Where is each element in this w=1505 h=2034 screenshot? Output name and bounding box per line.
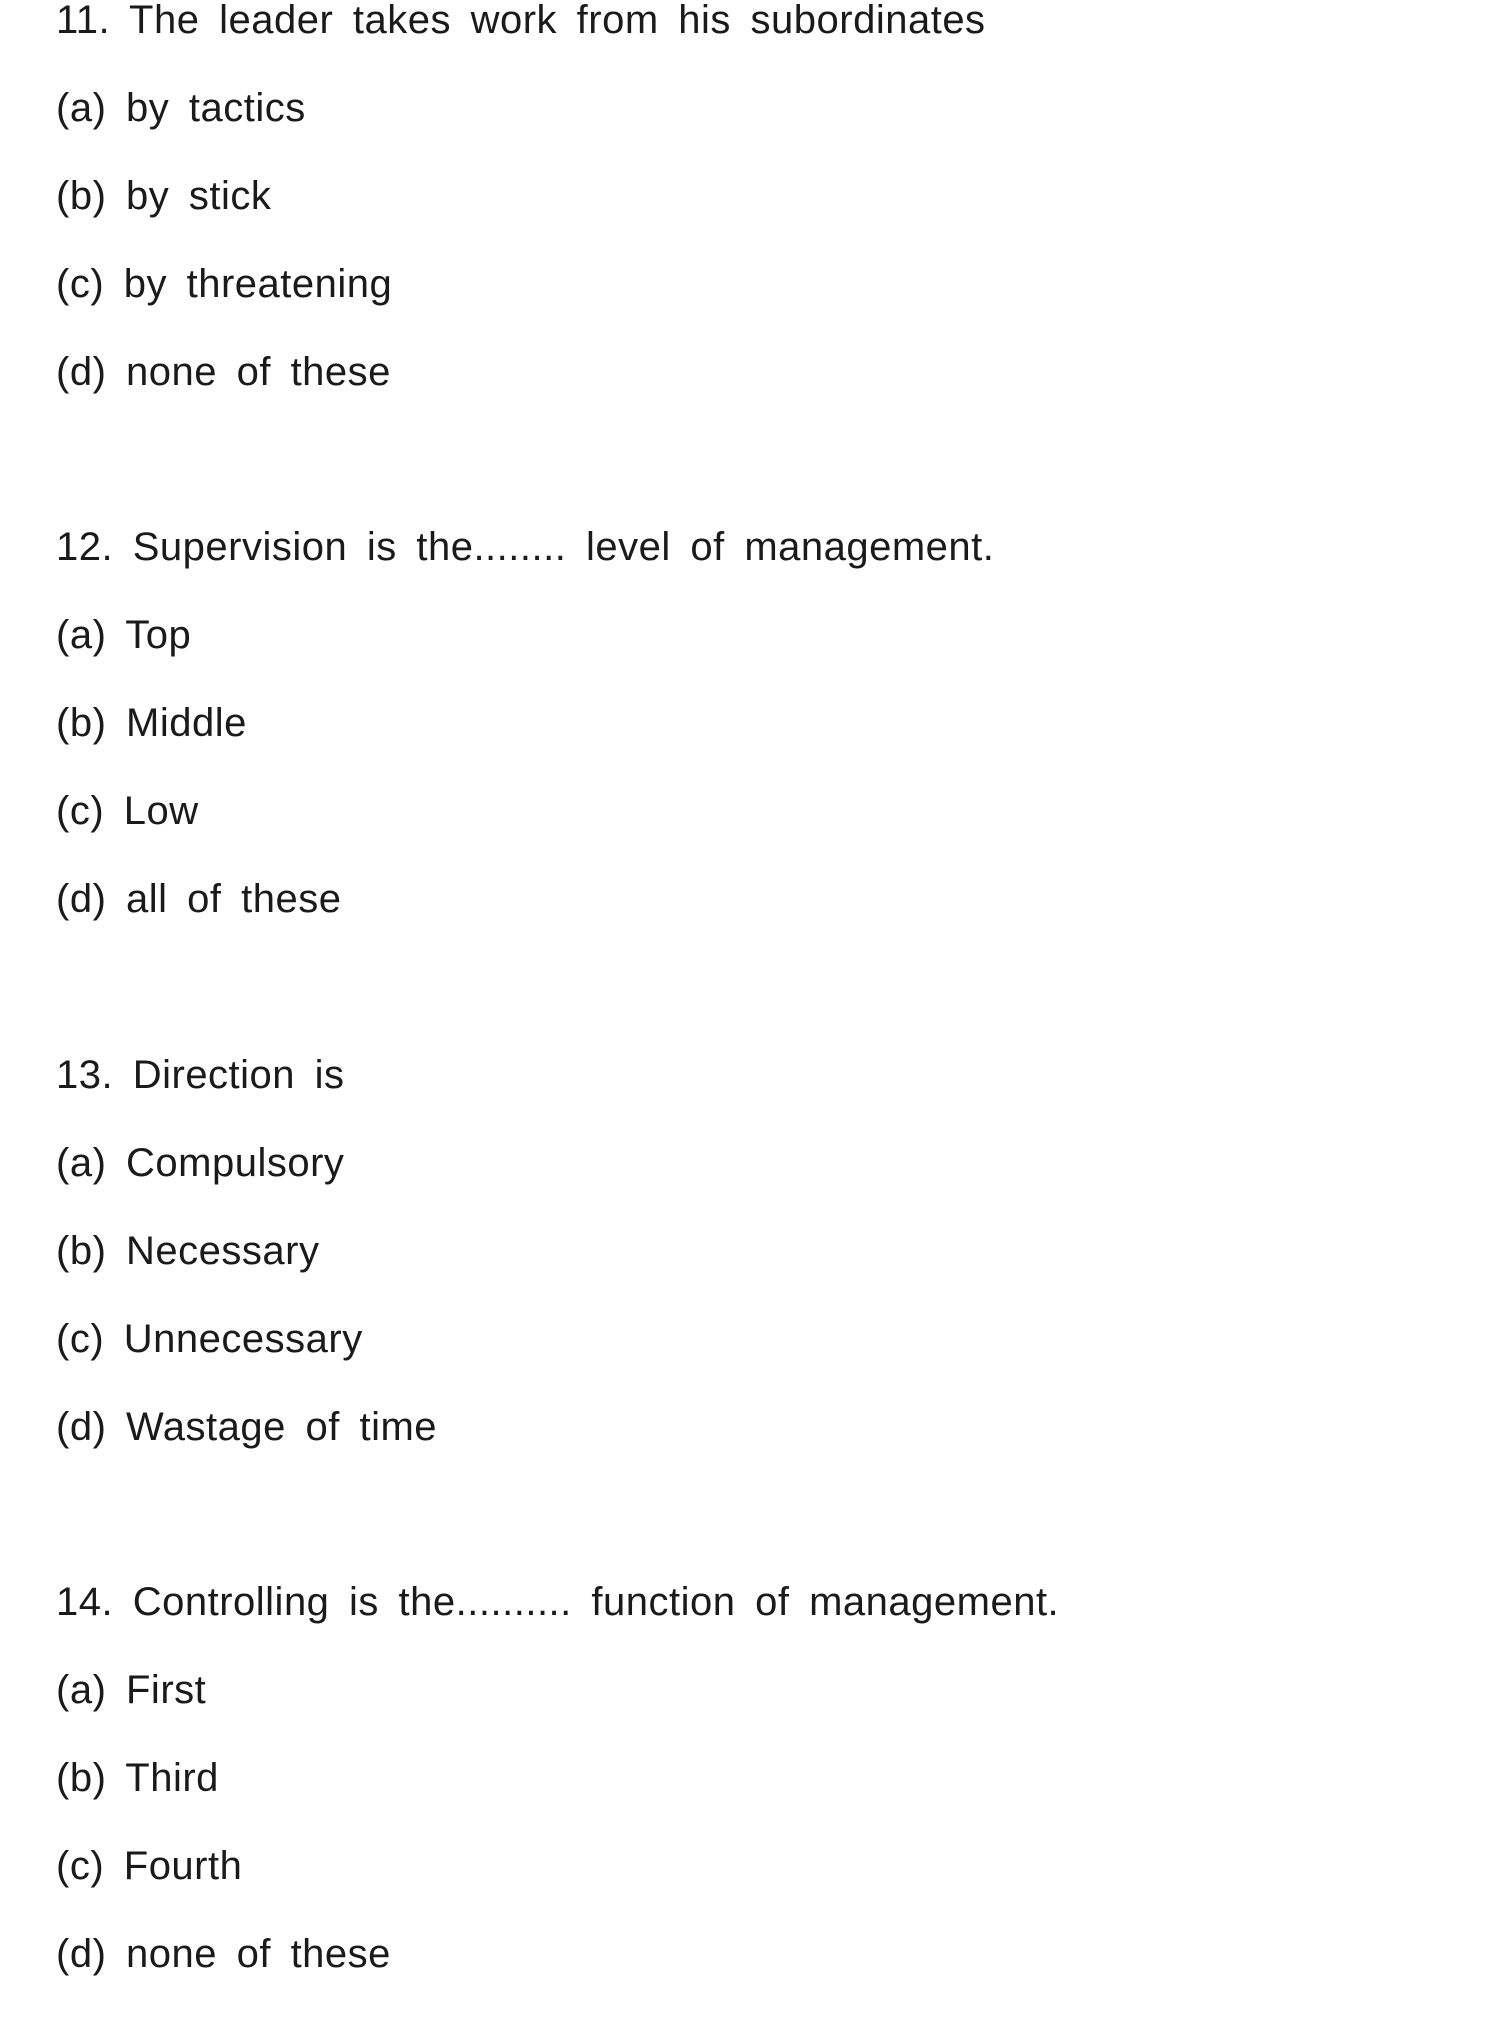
option-a: (a) First	[56, 1668, 207, 1712]
question-14	[56, 1558, 1456, 1998]
option-d: (d) none of these	[56, 350, 391, 394]
option-b: (b) Middle	[56, 701, 247, 745]
option-c: (c) Fourth	[56, 1844, 243, 1888]
option-d: (d) none of these	[56, 1932, 391, 1976]
option-a: (a) by tactics	[56, 86, 306, 130]
question-stem: 14. Controlling is the.......... function of management.	[56, 1580, 1060, 1624]
question-11	[56, 0, 1456, 416]
option-d: (d) Wastage of time	[56, 1405, 438, 1449]
option-c: (c) Low	[56, 789, 199, 833]
option-d: (d) all of these	[56, 877, 342, 921]
option-b: (b) Necessary	[56, 1229, 320, 1273]
question-stem: 13. Direction is	[56, 1053, 345, 1097]
option-b: (b) Third	[56, 1756, 219, 1800]
option-b: (b) by stick	[56, 174, 272, 218]
option-c: (c) by threatening	[56, 262, 393, 306]
option-a: (a) Top	[56, 613, 192, 657]
question-stem: 12. Supervision is the........ level of management.	[56, 525, 995, 569]
option-c: (c) Unnecessary	[56, 1317, 363, 1361]
question-12	[56, 503, 1456, 943]
question-stem: 11. The leader takes work from his subordinates	[56, 0, 986, 42]
question-13	[56, 1031, 1456, 1471]
option-a: (a) Compulsory	[56, 1141, 345, 1185]
